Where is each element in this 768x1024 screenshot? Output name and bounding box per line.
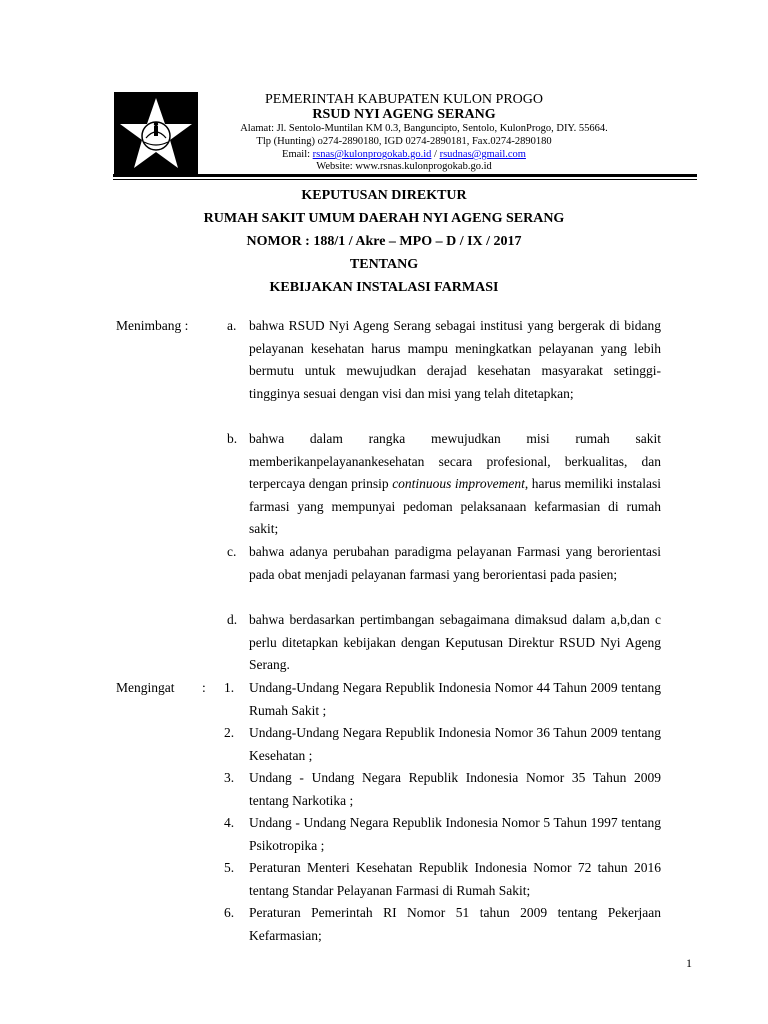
email-link-2[interactable]: rsudnas@gmail.com xyxy=(439,149,526,160)
email-link-1[interactable]: rsnas@kulonprogokab.go.id xyxy=(312,149,432,160)
decree-subject: KEBIJAKAN INSTALASI FARMASI xyxy=(269,280,499,295)
menimbang-item-b-text-1: bahwa dalam rangka mewujudkan misi rumah sakit memberikanpelayanankesehatan secara profesional, berkualitas, dan terpercaya dengan prinsip xyxy=(249,431,661,491)
mengingat-marker-1: 1. xyxy=(224,680,235,695)
menimbang-marker-b: b. xyxy=(227,431,238,446)
mengingat-item-3: Undang - Undang Negara Republik Indonesia Nomor 35 Tahun 2009 tentang Narkotika ; xyxy=(249,770,661,808)
mengingat-marker-3: 3. xyxy=(224,770,235,785)
decree-title: KEPUTUSAN DIREKTUR xyxy=(301,188,467,203)
letterhead-email xyxy=(0,149,768,160)
page-number: 1 xyxy=(686,956,692,970)
mengingat-marker-6: 6. xyxy=(224,905,235,920)
mengingat-item-6: Peraturan Pemerintah RI Nomor 51 tahun 2009 tentang Pekerjaan Kefarmasian; xyxy=(249,905,661,943)
decree-about: TENTANG xyxy=(349,257,419,272)
menimbang-item-b-text-2: , harus memiliki instalasi farmasi yang mempunyai pedoman pelaksanaan kefarmasian di rumah sakit; xyxy=(249,476,662,536)
mengingat-item-5: Peraturan Menteri Kesehatan Republik Indonesia Nomor 72 tahun 2016 tentang Standar Pelayanan Farmasi di Rumah Sakit; xyxy=(249,860,661,898)
mengingat-item-4: Undang - Undang Negara Republik Indonesia Nomor 5 Tahun 1997 tentang Psikotropika ; xyxy=(249,815,661,853)
mengingat-item-2: Undang-Undang Negara Republik Indonesia Nomor 36 Tahun 2009 tentang Kesehatan ; xyxy=(249,725,661,763)
mengingat-marker-4: 4. xyxy=(224,815,235,830)
letterhead-hospital-name: RSUD NYI AGENG SERANG xyxy=(312,107,496,122)
letterhead-phone: Tlp (Hunting) o274-2890180, IGD 0274-2890181, Fax.0274-2890180 xyxy=(256,136,552,147)
menimbang-item-d: bahwa berdasarkan pertimbangan sebagaimana dimaksud dalam a,b,dan c perlu ditetapkan kebijakan dengan Keputusan Direktur RSUD Nyi Ageng Serang. xyxy=(249,612,661,672)
email-separator: / xyxy=(434,149,437,160)
mengingat-label: Mengingat xyxy=(116,680,175,695)
menimbang-marker-d: d. xyxy=(227,612,238,627)
mengingat-colon: : xyxy=(202,680,206,695)
mengingat-item-1: Undang-Undang Negara Republik Indonesia Nomor 44 Tahun 2009 tentang Rumah Sakit ; xyxy=(249,680,661,718)
menimbang-item-b xyxy=(249,428,661,541)
menimbang-item-a: bahwa RSUD Nyi Ageng Serang sebagai institusi yang bergerak di bidang pelayanan kesehatan harus mampu meningkatkan pelayanan yang lebih bermutu untuk mewujudkan derajad kesehatan masyarakat setinggi-tingginya sesuai dengan visi dan misi yang telah ditetapkan; xyxy=(249,318,661,401)
letterhead-address: Alamat: Jl. Sentolo-Muntilan KM 0.3, Banguncipto, Sentolo, KulonProgo, DIY. 55664. xyxy=(240,123,608,134)
letterhead-government: PEMERINTAH KABUPATEN KULON PROGO xyxy=(265,92,543,107)
menimbang-item-b-italic: continuous improvement xyxy=(392,476,525,491)
letterhead-divider-thick xyxy=(113,174,697,177)
letterhead-divider-thin xyxy=(113,179,697,180)
mengingat-marker-5: 5. xyxy=(224,860,235,875)
letterhead-website: Website: www.rsnas.kulonprogokab.go.id xyxy=(316,161,492,172)
mengingat-marker-2: 2. xyxy=(224,725,235,740)
decree-number: NOMOR : 188/1 / Akre – MPO – D / IX / 2017 xyxy=(246,234,522,249)
email-label: Email: xyxy=(282,149,311,160)
menimbang-label: Menimbang : xyxy=(116,318,189,333)
menimbang-item-c: bahwa adanya perubahan paradigma pelayanan Farmasi yang berorientasi pada obat menjadi pelayanan farmasi yang berorientasi pada pasien; xyxy=(249,544,661,582)
menimbang-marker-c: c. xyxy=(227,544,237,559)
decree-institution: RUMAH SAKIT UMUM DAERAH NYI AGENG SERANG xyxy=(203,211,565,226)
menimbang-marker-a: a. xyxy=(227,318,237,333)
